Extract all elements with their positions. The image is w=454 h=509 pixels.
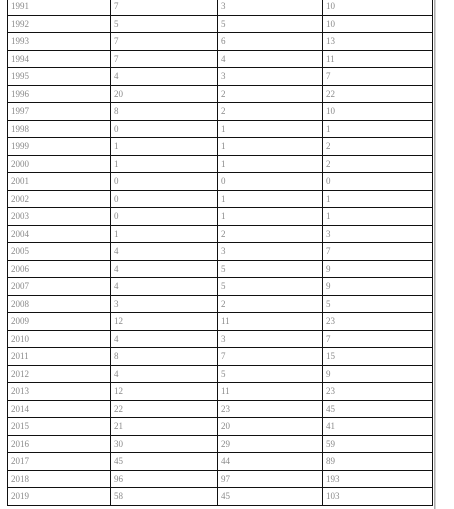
year-cell: 1994 (8, 50, 111, 68)
year-cell: 2018 (8, 470, 111, 488)
table-row (8, 330, 433, 348)
year-cell: 2011 (8, 348, 111, 366)
value-a-cell: 4 (111, 365, 218, 383)
year-cell: 2009 (8, 313, 111, 331)
year-cell: 1996 (8, 85, 111, 103)
total-cell: 1 (323, 190, 433, 208)
year-cell: 1997 (8, 103, 111, 121)
total-cell: 7 (323, 330, 433, 348)
table-row (8, 208, 433, 226)
year-cell: 1999 (8, 138, 111, 156)
total-cell: 9 (323, 260, 433, 278)
value-b-cell: 6 (218, 33, 323, 51)
year-cell: 2000 (8, 155, 111, 173)
total-cell: 103 (323, 488, 433, 506)
total-cell: 89 (323, 453, 433, 471)
total-cell: 10 (323, 0, 433, 15)
year-cell: 1995 (8, 68, 111, 86)
table-row (8, 68, 433, 86)
value-b-cell: 4 (218, 50, 323, 68)
table-row (8, 400, 433, 418)
total-cell: 1 (323, 120, 433, 138)
table-row (8, 418, 433, 436)
year-cell: 1991 (8, 0, 111, 15)
table-row (8, 348, 433, 366)
value-a-cell: 12 (111, 383, 218, 401)
year-cell: 2003 (8, 208, 111, 226)
value-a-cell: 1 (111, 138, 218, 156)
value-a-cell: 5 (111, 15, 218, 33)
table-row (8, 365, 433, 383)
value-a-cell: 4 (111, 68, 218, 86)
table-row (8, 470, 433, 488)
data-table (7, 0, 433, 506)
table-row (8, 190, 433, 208)
value-b-cell: 5 (218, 278, 323, 296)
total-cell: 7 (323, 68, 433, 86)
value-b-cell: 1 (218, 155, 323, 173)
year-cell: 2002 (8, 190, 111, 208)
value-a-cell: 21 (111, 418, 218, 436)
table-row (8, 435, 433, 453)
value-b-cell: 29 (218, 435, 323, 453)
value-a-cell: 45 (111, 453, 218, 471)
value-a-cell: 22 (111, 400, 218, 418)
table-row (8, 313, 433, 331)
total-cell: 11 (323, 50, 433, 68)
total-cell: 9 (323, 278, 433, 296)
value-a-cell: 0 (111, 120, 218, 138)
value-b-cell: 1 (218, 120, 323, 138)
year-cell: 1993 (8, 33, 111, 51)
year-cell: 2012 (8, 365, 111, 383)
value-a-cell: 12 (111, 313, 218, 331)
value-b-cell: 3 (218, 68, 323, 86)
table-row (8, 120, 433, 138)
total-cell: 0 (323, 173, 433, 191)
value-a-cell: 7 (111, 50, 218, 68)
value-b-cell: 0 (218, 173, 323, 191)
value-a-cell: 3 (111, 295, 218, 313)
value-b-cell: 5 (218, 365, 323, 383)
table-row (8, 85, 433, 103)
value-a-cell: 4 (111, 330, 218, 348)
total-cell: 22 (323, 85, 433, 103)
table-body (8, 0, 433, 505)
total-cell: 41 (323, 418, 433, 436)
value-b-cell: 2 (218, 295, 323, 313)
table-row (8, 33, 433, 51)
year-cell: 2004 (8, 225, 111, 243)
table-row (8, 278, 433, 296)
table-row (8, 243, 433, 261)
value-b-cell: 1 (218, 190, 323, 208)
value-b-cell: 20 (218, 418, 323, 436)
total-cell: 59 (323, 435, 433, 453)
value-a-cell: 96 (111, 470, 218, 488)
value-b-cell: 44 (218, 453, 323, 471)
total-cell: 10 (323, 15, 433, 33)
table-row (8, 453, 433, 471)
table-row (8, 488, 433, 506)
table-row (8, 383, 433, 401)
value-a-cell: 20 (111, 85, 218, 103)
total-cell: 3 (323, 225, 433, 243)
value-a-cell: 4 (111, 243, 218, 261)
year-cell: 2017 (8, 453, 111, 471)
value-b-cell: 23 (218, 400, 323, 418)
value-b-cell: 1 (218, 208, 323, 226)
year-cell: 1998 (8, 120, 111, 138)
value-a-cell: 58 (111, 488, 218, 506)
table-row (8, 0, 433, 15)
year-cell: 2006 (8, 260, 111, 278)
table-row (8, 138, 433, 156)
table-row (8, 103, 433, 121)
total-cell: 15 (323, 348, 433, 366)
value-b-cell: 45 (218, 488, 323, 506)
table-row (8, 225, 433, 243)
table-row (8, 155, 433, 173)
table-row (8, 15, 433, 33)
value-b-cell: 3 (218, 0, 323, 15)
value-a-cell: 0 (111, 173, 218, 191)
value-a-cell: 0 (111, 208, 218, 226)
total-cell: 10 (323, 103, 433, 121)
value-b-cell: 11 (218, 313, 323, 331)
year-cell: 2019 (8, 488, 111, 506)
table-row (8, 260, 433, 278)
total-cell: 2 (323, 138, 433, 156)
table-row (8, 50, 433, 68)
year-cell: 2005 (8, 243, 111, 261)
year-cell: 2016 (8, 435, 111, 453)
value-a-cell: 0 (111, 190, 218, 208)
value-b-cell: 2 (218, 85, 323, 103)
year-cell: 2010 (8, 330, 111, 348)
value-a-cell: 1 (111, 225, 218, 243)
total-cell: 193 (323, 470, 433, 488)
value-b-cell: 97 (218, 470, 323, 488)
year-cell: 2008 (8, 295, 111, 313)
value-b-cell: 2 (218, 225, 323, 243)
value-b-cell: 3 (218, 243, 323, 261)
total-cell: 45 (323, 400, 433, 418)
year-cell: 1992 (8, 15, 111, 33)
value-a-cell: 8 (111, 348, 218, 366)
year-cell: 2015 (8, 418, 111, 436)
year-cell: 2013 (8, 383, 111, 401)
total-cell: 13 (323, 33, 433, 51)
total-cell: 23 (323, 383, 433, 401)
value-b-cell: 7 (218, 348, 323, 366)
year-cell: 2007 (8, 278, 111, 296)
vertical-scrollbar[interactable] (434, 0, 454, 509)
value-a-cell: 8 (111, 103, 218, 121)
value-a-cell: 4 (111, 260, 218, 278)
total-cell: 1 (323, 208, 433, 226)
total-cell: 23 (323, 313, 433, 331)
table-row (8, 295, 433, 313)
total-cell: 9 (323, 365, 433, 383)
value-a-cell: 7 (111, 33, 218, 51)
value-a-cell: 30 (111, 435, 218, 453)
scrollbar-edge (434, 0, 436, 509)
total-cell: 2 (323, 155, 433, 173)
value-b-cell: 5 (218, 15, 323, 33)
total-cell: 7 (323, 243, 433, 261)
table-row (8, 173, 433, 191)
value-a-cell: 4 (111, 278, 218, 296)
value-b-cell: 2 (218, 103, 323, 121)
total-cell: 5 (323, 295, 433, 313)
value-b-cell: 11 (218, 383, 323, 401)
value-b-cell: 5 (218, 260, 323, 278)
data-table-container (7, 0, 432, 506)
value-a-cell: 7 (111, 0, 218, 15)
value-b-cell: 1 (218, 138, 323, 156)
value-b-cell: 3 (218, 330, 323, 348)
value-a-cell: 1 (111, 155, 218, 173)
year-cell: 2014 (8, 400, 111, 418)
year-cell: 2001 (8, 173, 111, 191)
